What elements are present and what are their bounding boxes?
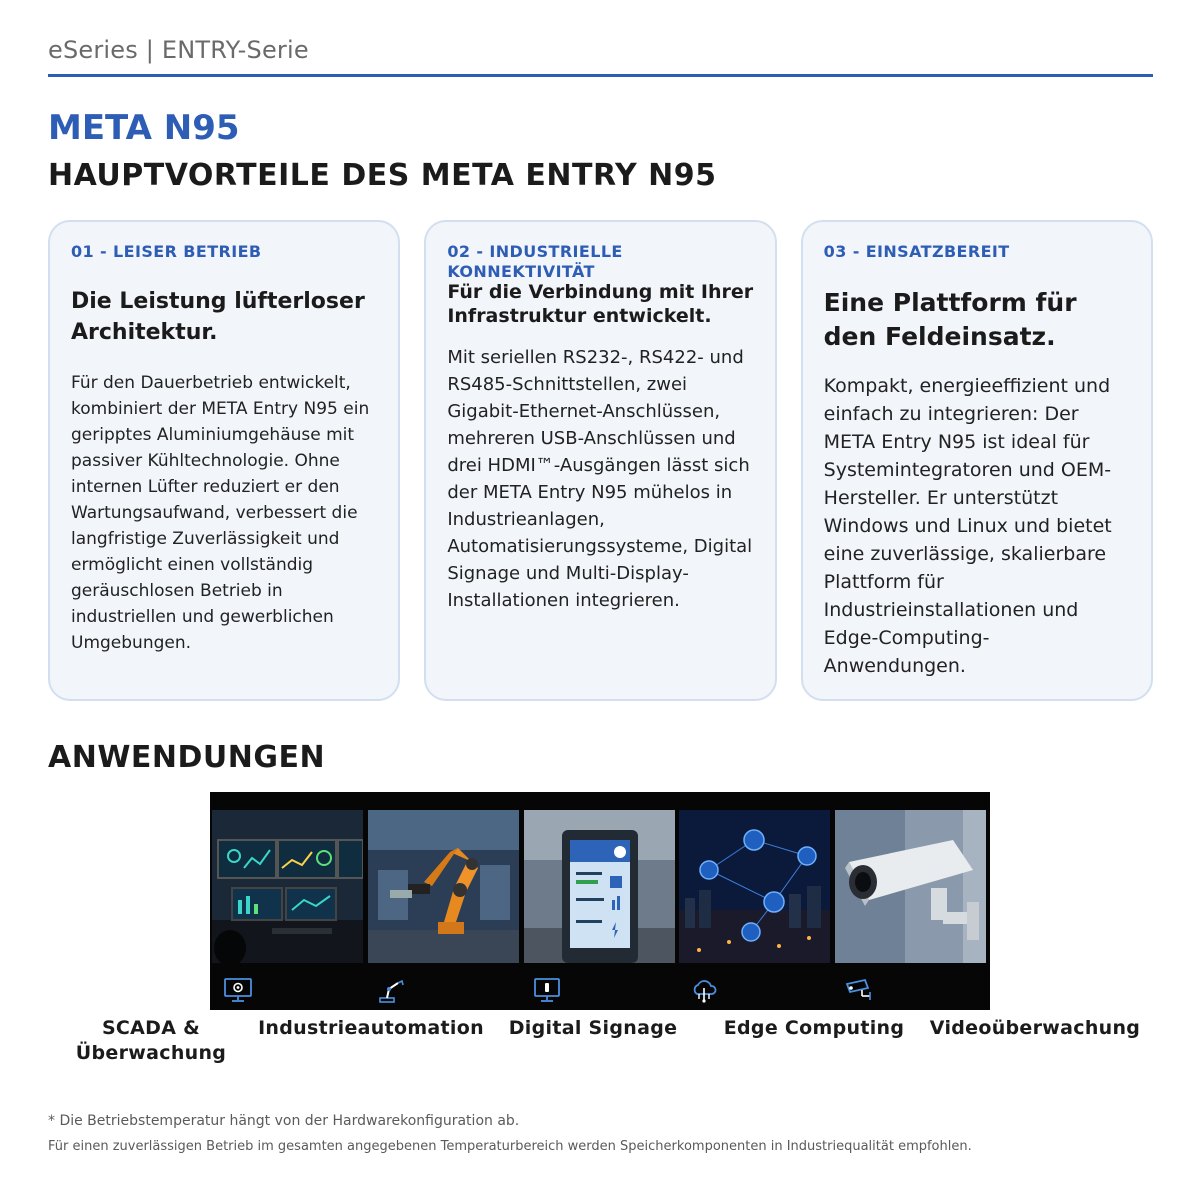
benefit-card-silent [48,220,400,701]
application-label-surveillance: Videoüberwachung [929,1017,1141,1039]
card-body: Mit seriellen RS232-, RS422- und RS485-Schnittstellen, zwei Gigabit-Ethernet-Anschlüssen, mehreren USB-Anschlüssen und drei HDMI™-Ausgängen lässt sich der META Entry N95 mühelos in Industrieanlagen, Automatisierungssysteme, Digital Signage und Multi-Display-Installationen integrieren. [447,347,753,611]
card-body: Für den Dauerbetrieb entwickelt, kombiniert der META Entry N95 ein geripptes Aluminiumgehäuse mit passiver Kühltechnologie. Ohne internen Lüfter reduziert er den Wartungsaufwand, verbessert die langfristige Zuverlässigkeit und ermöglicht einen vollständig geräuschlosen Betrieb in industriellen und gewerblichen Umgebungen. [71,373,370,653]
card-headline: Für die Verbindung mit Ihrer Infrastruktur entwickelt. [447,281,754,327]
footnote-memory: Für einen zuverlässigen Betrieb im gesamten angegebenen Temperaturbereich werden Speicherkomponenten in Industriequalität empfohlen. [48,1139,972,1154]
application-label-scada: SCADA & Überwachung [75,1017,227,1064]
application-label-automation: Industrieautomation [258,1017,484,1039]
cloud-network-icon [689,976,719,1004]
display-icon [532,976,562,1004]
card-tag: 02 - INDUSTRIELLE KONNEKTIVITÄT [447,242,623,281]
edge-computing-image [679,810,830,963]
video-surveillance-image [835,810,986,963]
monitor-gear-icon [223,976,253,1004]
scada-image [212,810,363,963]
digital-signage-image [524,810,675,963]
card-headline: Eine Plattform für den Feldeinsatz. [823,288,1077,351]
product-name: META N95 [48,108,240,148]
benefits-heading: HAUPTVORTEILE DES META ENTRY N95 [48,158,717,193]
card-tag: 01 - LEISER BETRIEB [71,242,262,261]
robot-arm-icon [376,976,406,1004]
footnote-temperature: * Die Betriebstemperatur hängt von der Hardwarekonfiguration ab. [48,1113,520,1129]
benefit-card-ready [801,220,1153,701]
applications-heading: ANWENDUNGEN [48,740,326,775]
series-title: eSeries | ENTRY-Serie [48,36,309,64]
benefit-card-connectivity [424,220,776,701]
applications-image-strip [210,792,990,1010]
card-body: Kompakt, energieeffizient und einfach zu integrieren: Der META Entry N95 ist ideal für Systemintegratoren und OEM-Hersteller. Er unterstützt Windows und Linux und bietet eine zuverlässige, skalierbare Plattform für Industrieinstallationen und Edge-Computing-Anwendungen. [823,375,1112,677]
benefit-cards [48,220,1153,701]
security-camera-icon [843,976,873,1004]
card-headline: Die Leistung lüfterloser Architektur. [71,289,365,345]
application-label-signage: Digital Signage [508,1017,678,1039]
application-label-edge: Edge Computing [723,1017,905,1039]
card-tag: 03 - EINSATZBEREIT [823,242,1010,261]
industrial-automation-image [368,810,519,963]
header-divider [48,74,1153,77]
